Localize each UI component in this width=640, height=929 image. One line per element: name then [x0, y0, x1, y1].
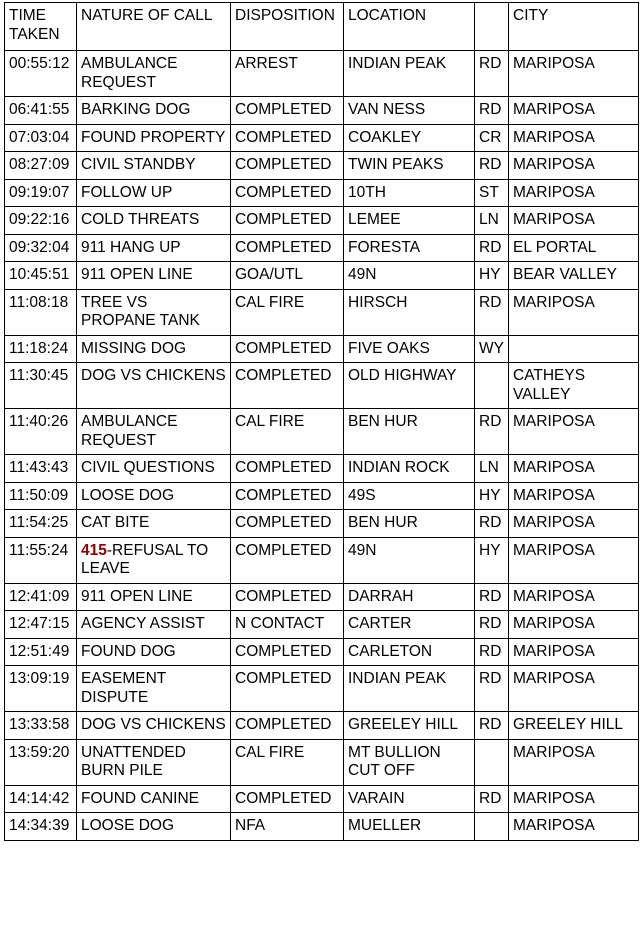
header-time: TIME TAKEN — [5, 3, 77, 51]
cell-suffix: WY — [475, 335, 509, 363]
cell-time: 13:33:58 — [5, 712, 77, 740]
cell-time: 12:41:09 — [5, 583, 77, 611]
cell-time: 14:14:42 — [5, 785, 77, 813]
cell-disposition: COMPLETED — [231, 124, 344, 152]
cell-city: MARIPOSA — [509, 785, 639, 813]
cell-location: 10TH — [344, 179, 475, 207]
cell-city: MARIPOSA — [509, 611, 639, 639]
cell-location: LEMEE — [344, 207, 475, 235]
cell-nature: FOLLOW UP — [77, 179, 231, 207]
table-row — [5, 179, 639, 207]
cell-location: HIRSCH — [344, 289, 475, 335]
cell-nature: DOG VS CHICKENS — [77, 712, 231, 740]
cell-suffix: HY — [475, 262, 509, 290]
cell-location: 49N — [344, 262, 475, 290]
cell-time: 09:32:04 — [5, 234, 77, 262]
cell-suffix: RD — [475, 666, 509, 712]
cell-suffix: CR — [475, 124, 509, 152]
table-row — [5, 363, 639, 409]
table-row — [5, 335, 639, 363]
table-row — [5, 583, 639, 611]
cell-location: CARTER — [344, 611, 475, 639]
cell-disposition: COMPLETED — [231, 179, 344, 207]
cell-city: MARIPOSA — [509, 409, 639, 455]
cell-location: DARRAH — [344, 583, 475, 611]
cell-location: CARLETON — [344, 638, 475, 666]
cell-nature: AMBULANCE REQUEST — [77, 51, 231, 97]
cell-disposition: COMPLETED — [231, 152, 344, 180]
cell-disposition: COMPLETED — [231, 666, 344, 712]
cell-suffix — [475, 739, 509, 785]
cell-location: 49S — [344, 482, 475, 510]
cell-disposition: COMPLETED — [231, 638, 344, 666]
cell-city: MARIPOSA — [509, 97, 639, 125]
cell-nature: AMBULANCE REQUEST — [77, 409, 231, 455]
cell-city — [509, 335, 639, 363]
cell-city: MARIPOSA — [509, 510, 639, 538]
cell-city: EL PORTAL — [509, 234, 639, 262]
cell-suffix: RD — [475, 152, 509, 180]
cell-disposition: COMPLETED — [231, 455, 344, 483]
cell-time: 11:30:45 — [5, 363, 77, 409]
cell-location: BEN HUR — [344, 409, 475, 455]
cell-disposition: COMPLETED — [231, 234, 344, 262]
call-code: 415 — [81, 541, 107, 559]
cell-time: 13:59:20 — [5, 739, 77, 785]
cell-city: GREELEY HILL — [509, 712, 639, 740]
cell-time: 09:22:16 — [5, 207, 77, 235]
cell-location: TWIN PEAKS — [344, 152, 475, 180]
cell-suffix: RD — [475, 583, 509, 611]
table-row — [5, 785, 639, 813]
cell-disposition: COMPLETED — [231, 482, 344, 510]
cell-location: COAKLEY — [344, 124, 475, 152]
cell-nature: TREE VS PROPANE TANK — [77, 289, 231, 335]
cell-suffix: RD — [475, 409, 509, 455]
cell-city: MARIPOSA — [509, 51, 639, 97]
cell-location: 49N — [344, 537, 475, 583]
cell-nature: DOG VS CHICKENS — [77, 363, 231, 409]
header-suffix — [475, 3, 509, 51]
cell-location: INDIAN ROCK — [344, 455, 475, 483]
cell-nature: EASEMENT DISPUTE — [77, 666, 231, 712]
cell-disposition: ARREST — [231, 51, 344, 97]
cell-suffix: RD — [475, 611, 509, 639]
table-row — [5, 152, 639, 180]
cell-time: 14:34:39 — [5, 813, 77, 841]
cell-nature: COLD THREATS — [77, 207, 231, 235]
table-body — [5, 51, 639, 841]
table-row — [5, 813, 639, 841]
cell-city: MARIPOSA — [509, 289, 639, 335]
cell-suffix: ST — [475, 179, 509, 207]
cell-suffix: RD — [475, 638, 509, 666]
table-row — [5, 124, 639, 152]
cell-time: 10:45:51 — [5, 262, 77, 290]
cell-city: MARIPOSA — [509, 179, 639, 207]
header-city: CITY — [509, 3, 639, 51]
cell-suffix: RD — [475, 51, 509, 97]
cell-suffix: RD — [475, 785, 509, 813]
table-row — [5, 739, 639, 785]
cell-nature: FOUND PROPERTY — [77, 124, 231, 152]
table-row — [5, 234, 639, 262]
cell-suffix — [475, 813, 509, 841]
cell-location: MUELLER — [344, 813, 475, 841]
header-disposition: DISPOSITION — [231, 3, 344, 51]
cell-nature: BARKING DOG — [77, 97, 231, 125]
cell-disposition: N CONTACT — [231, 611, 344, 639]
cell-disposition: COMPLETED — [231, 510, 344, 538]
cell-city: MARIPOSA — [509, 152, 639, 180]
cell-location: VARAIN — [344, 785, 475, 813]
cell-suffix: RD — [475, 234, 509, 262]
cell-location: BEN HUR — [344, 510, 475, 538]
cell-location: INDIAN PEAK — [344, 51, 475, 97]
cell-disposition: NFA — [231, 813, 344, 841]
cell-nature: CIVIL QUESTIONS — [77, 455, 231, 483]
cell-disposition: COMPLETED — [231, 363, 344, 409]
cell-city: MARIPOSA — [509, 207, 639, 235]
cell-time: 12:51:49 — [5, 638, 77, 666]
cell-nature: UNATTENDED BURN PILE — [77, 739, 231, 785]
cell-suffix: LN — [475, 207, 509, 235]
cell-time: 13:09:19 — [5, 666, 77, 712]
cell-city: MARIPOSA — [509, 124, 639, 152]
table-row — [5, 51, 639, 97]
cell-nature: FOUND DOG — [77, 638, 231, 666]
cell-disposition: COMPLETED — [231, 537, 344, 583]
cell-time: 06:41:55 — [5, 97, 77, 125]
cell-disposition: COMPLETED — [231, 583, 344, 611]
cell-city: MARIPOSA — [509, 666, 639, 712]
cell-location: FIVE OAKS — [344, 335, 475, 363]
cell-time: 11:43:43 — [5, 455, 77, 483]
cell-time: 11:40:26 — [5, 409, 77, 455]
table-row — [5, 537, 639, 583]
table-row — [5, 207, 639, 235]
cell-suffix: HY — [475, 537, 509, 583]
cell-suffix: HY — [475, 482, 509, 510]
cell-suffix: RD — [475, 97, 509, 125]
call-nature-text: -REFUSAL TO LEAVE — [81, 541, 209, 577]
cell-city: MARIPOSA — [509, 455, 639, 483]
table-row — [5, 611, 639, 639]
cell-suffix: RD — [475, 289, 509, 335]
cell-nature: LOOSE DOG — [77, 813, 231, 841]
header-row — [5, 3, 639, 51]
cell-city: CATHEYS VALLEY — [509, 363, 639, 409]
cell-time: 11:55:24 — [5, 537, 77, 583]
cell-suffix: RD — [475, 510, 509, 538]
table-row — [5, 712, 639, 740]
cell-time: 11:08:18 — [5, 289, 77, 335]
cell-nature: 911 OPEN LINE — [77, 583, 231, 611]
cell-location: MT BULLION CUT OFF — [344, 739, 475, 785]
cell-location: OLD HIGHWAY — [344, 363, 475, 409]
cell-nature: 911 OPEN LINE — [77, 262, 231, 290]
cell-time: 08:27:09 — [5, 152, 77, 180]
table-row — [5, 97, 639, 125]
header-nature: NATURE OF CALL — [77, 3, 231, 51]
cell-time: 00:55:12 — [5, 51, 77, 97]
table-header — [5, 3, 639, 51]
table-row — [5, 262, 639, 290]
cell-nature: 911 HANG UP — [77, 234, 231, 262]
cell-disposition: COMPLETED — [231, 785, 344, 813]
cell-city: MARIPOSA — [509, 813, 639, 841]
table-row — [5, 289, 639, 335]
cell-nature: CIVIL STANDBY — [77, 152, 231, 180]
cell-location: FORESTA — [344, 234, 475, 262]
table-row — [5, 482, 639, 510]
cell-suffix: LN — [475, 455, 509, 483]
cell-disposition: COMPLETED — [231, 335, 344, 363]
table-row — [5, 510, 639, 538]
cell-location: INDIAN PEAK — [344, 666, 475, 712]
cell-disposition: CAL FIRE — [231, 409, 344, 455]
header-location: LOCATION — [344, 3, 475, 51]
cell-city: BEAR VALLEY — [509, 262, 639, 290]
cell-disposition: GOA/UTL — [231, 262, 344, 290]
cell-time: 11:54:25 — [5, 510, 77, 538]
cell-city: MARIPOSA — [509, 583, 639, 611]
cell-disposition: COMPLETED — [231, 712, 344, 740]
cell-disposition: COMPLETED — [231, 97, 344, 125]
cell-disposition: CAL FIRE — [231, 289, 344, 335]
cell-time: 11:50:09 — [5, 482, 77, 510]
cell-time: 11:18:24 — [5, 335, 77, 363]
cell-nature: MISSING DOG — [77, 335, 231, 363]
cell-time: 07:03:04 — [5, 124, 77, 152]
call-log-table — [4, 2, 639, 841]
cell-suffix — [475, 363, 509, 409]
table-row — [5, 666, 639, 712]
cell-time: 09:19:07 — [5, 179, 77, 207]
cell-nature: AGENCY ASSIST — [77, 611, 231, 639]
cell-location: GREELEY HILL — [344, 712, 475, 740]
cell-city: MARIPOSA — [509, 482, 639, 510]
cell-suffix: RD — [475, 712, 509, 740]
table-row — [5, 409, 639, 455]
cell-disposition: COMPLETED — [231, 207, 344, 235]
cell-city: MARIPOSA — [509, 537, 639, 583]
cell-city: MARIPOSA — [509, 638, 639, 666]
cell-nature: LOOSE DOG — [77, 482, 231, 510]
cell-disposition: CAL FIRE — [231, 739, 344, 785]
cell-location: VAN NESS — [344, 97, 475, 125]
table-row — [5, 455, 639, 483]
table-row — [5, 638, 639, 666]
cell-nature: CAT BITE — [77, 510, 231, 538]
cell-nature — [77, 537, 231, 583]
cell-nature: FOUND CANINE — [77, 785, 231, 813]
cell-time: 12:47:15 — [5, 611, 77, 639]
cell-city: MARIPOSA — [509, 739, 639, 785]
